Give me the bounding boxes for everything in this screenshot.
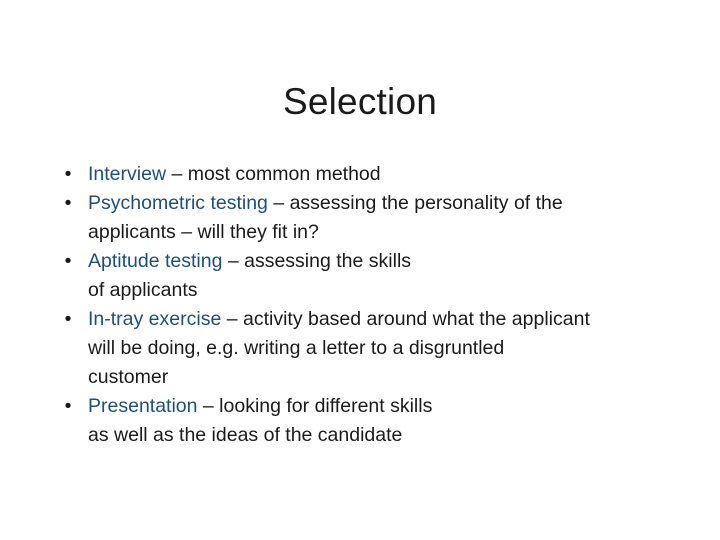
bullet-dot-icon: • (64, 163, 72, 185)
bullet-item-aptitude (60, 247, 680, 305)
bullet-term: Aptitude testing (88, 250, 223, 272)
bullet-text: – assessing the skills (222, 250, 412, 272)
bullet-text: – most common method (166, 163, 381, 185)
bullet-item-interview (60, 160, 680, 189)
bullet-item-psychometric (60, 189, 680, 247)
bullet-term: Presentation (88, 395, 198, 417)
bullet-text-continuation: as well as the ideas of the candidate (88, 424, 403, 446)
bullet-text: – looking for different skills (197, 395, 433, 417)
bullet-text-continuation: applicants – will they fit in? (88, 221, 319, 243)
bullet-text: – assessing the personality of the (267, 192, 563, 214)
bullet-text-continuation: will be doing, e.g. writing a letter to a disgruntled (88, 337, 505, 359)
bullet-dot-icon: • (64, 395, 72, 417)
bullet-text-continuation: customer (88, 366, 169, 388)
bullet-dot-icon: • (64, 192, 72, 214)
slide-title: Selection (282, 81, 437, 122)
bullet-item-in-tray (60, 305, 680, 392)
bullet-dot-icon: • (64, 308, 72, 330)
bullet-list (60, 160, 680, 450)
bullet-text: – activity based around what the applicant (221, 308, 590, 330)
bullet-text-continuation: of applicants (88, 279, 198, 301)
bullet-item-presentation (60, 392, 680, 450)
bullet-term: In-tray exercise (88, 308, 222, 330)
bullet-term: Psychometric testing (88, 192, 268, 214)
bullet-dot-icon: • (64, 250, 72, 272)
bullet-term: Interview (88, 163, 167, 185)
